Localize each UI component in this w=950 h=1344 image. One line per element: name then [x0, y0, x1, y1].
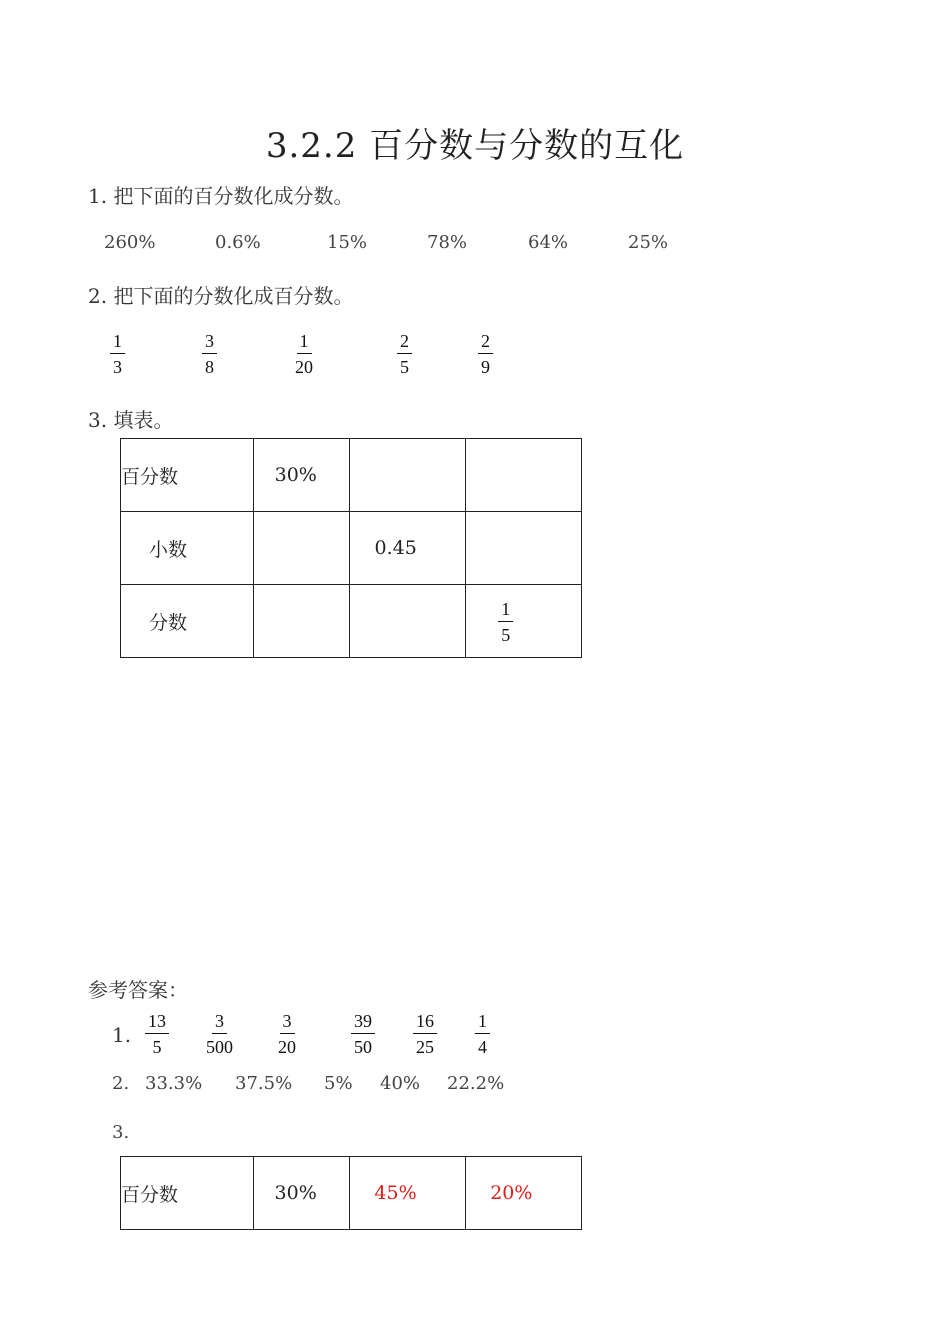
fraction-denominator: 5: [152, 1037, 162, 1057]
q2-fraction: [295, 332, 313, 376]
a1-fraction: [413, 1012, 437, 1056]
row-header-fraction: 分数: [121, 585, 254, 658]
table-cell[interactable]: [350, 585, 466, 658]
q1-item: 64%: [528, 232, 569, 253]
fraction-denominator: 4: [478, 1037, 487, 1057]
fraction-denominator: 50: [354, 1037, 372, 1057]
row-header-decimal: 小数: [121, 512, 254, 585]
fraction-denominator: 20: [278, 1037, 296, 1057]
q2-fraction: [478, 332, 493, 376]
table-cell[interactable]: [350, 439, 466, 512]
a1-fraction: [145, 1012, 169, 1056]
q2-fraction: [397, 332, 412, 376]
fraction-numerator: 1: [475, 1012, 490, 1034]
table-row: [121, 1157, 582, 1230]
table-cell[interactable]: [253, 585, 350, 658]
fraction-numerator: 2: [478, 332, 493, 354]
fraction-denominator: 5: [501, 625, 511, 645]
table-cell: 30%: [253, 1157, 350, 1230]
answers-heading: 参考答案：: [88, 978, 188, 1002]
fraction-denominator: 500: [206, 1037, 233, 1057]
q2-fraction: [202, 332, 217, 376]
fraction-numerator: 1: [110, 332, 125, 354]
answer-1-label: 1.: [112, 1023, 132, 1047]
answer-3-label: 3.: [112, 1122, 130, 1143]
a2-item: 33.3%: [145, 1073, 203, 1094]
fraction-denominator: 9: [481, 357, 490, 377]
fraction-denominator: 8: [205, 357, 214, 377]
a2-item: 5%: [324, 1073, 353, 1094]
a2-item: 37.5%: [235, 1073, 293, 1094]
fraction-numerator: 2: [397, 332, 412, 354]
answer-cell: 45%: [350, 1157, 466, 1230]
q1-item: 260%: [104, 232, 156, 253]
fraction-numerator: 39: [351, 1012, 375, 1034]
table-cell[interactable]: [466, 439, 582, 512]
a1-fraction: [351, 1012, 375, 1056]
fraction-numerator: 3: [202, 332, 217, 354]
fraction-numerator: 1: [498, 600, 513, 622]
fraction-numerator: 3: [212, 1012, 227, 1034]
table-cell[interactable]: [253, 512, 350, 585]
fraction-denominator: 25: [416, 1037, 434, 1057]
q2-fraction: [110, 332, 125, 376]
table-cell: [466, 585, 582, 658]
answer-2-label: 2.: [112, 1073, 130, 1094]
row-header-percent: 百分数: [121, 1157, 254, 1230]
fraction-numerator: 1: [297, 332, 312, 354]
table-cell[interactable]: [466, 512, 582, 585]
question-2-label: 2. 把下面的分数化成百分数。: [88, 284, 354, 308]
table-fraction: [498, 600, 513, 644]
table-cell: 0.45: [350, 512, 466, 585]
a2-item: 22.2%: [447, 1073, 505, 1094]
q1-item: 78%: [427, 232, 468, 253]
table-row: [121, 585, 582, 658]
fraction-numerator: 13: [145, 1012, 169, 1034]
table-row: [121, 439, 582, 512]
fraction-denominator: 3: [113, 357, 122, 377]
q1-item: 0.6%: [215, 232, 261, 253]
a1-fraction: [206, 1012, 233, 1056]
page-title: 3.2.2 百分数与分数的互化: [265, 126, 685, 166]
table-cell: 30%: [253, 439, 350, 512]
a1-fraction: [278, 1012, 296, 1056]
fill-table: [120, 438, 582, 658]
row-header-percent: 百分数: [121, 439, 254, 512]
answer-cell: 20%: [466, 1157, 582, 1230]
q1-item: 25%: [628, 232, 669, 253]
fraction-numerator: 3: [280, 1012, 295, 1034]
fraction-denominator: 20: [295, 357, 313, 377]
question-1-label: 1. 把下面的百分数化成分数。: [88, 184, 354, 208]
table-row: [121, 512, 582, 585]
fraction-denominator: 5: [400, 357, 409, 377]
a2-item: 40%: [380, 1073, 421, 1094]
q1-item: 15%: [327, 232, 368, 253]
question-3-label: 3. 填表。: [88, 408, 174, 432]
answer-table: [120, 1156, 582, 1230]
a1-fraction: [475, 1012, 490, 1056]
fraction-numerator: 16: [413, 1012, 437, 1034]
